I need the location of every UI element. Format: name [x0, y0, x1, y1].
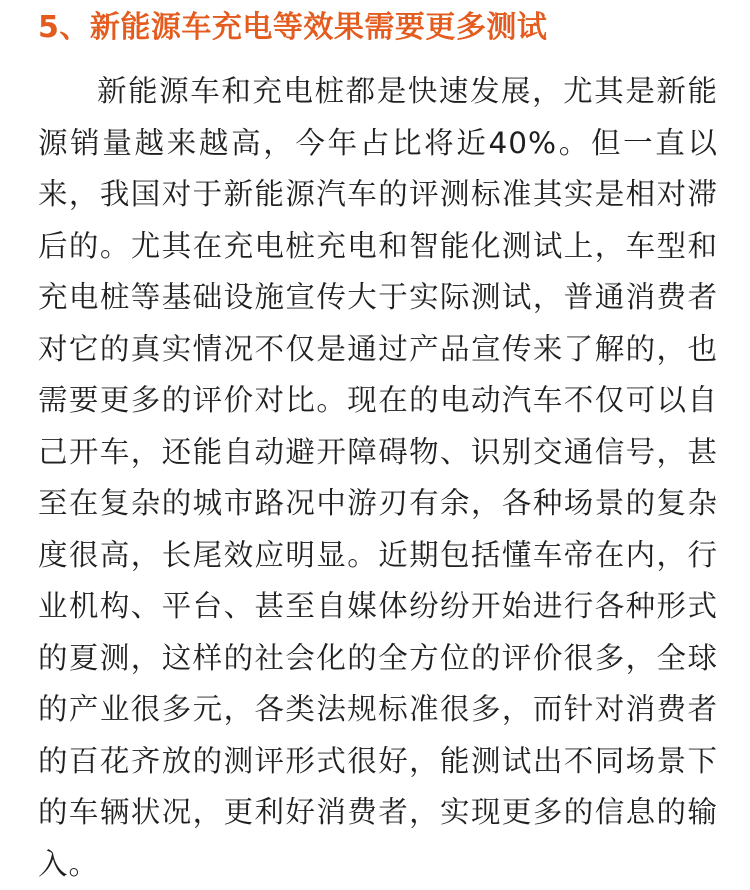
article-paragraph: 新能源车和充电桩都是快速发展，尤其是新能源销量越来越高，今年占比将近40%。但一直以来，我国对于新能源汽车的评测标准其实是相对滞后的。尤其在充电桩充电和智能化测试上，车型和充电桩等基础设施宣传大于实际测试，普通消费者对它的真实情况不仅是通过产品宣传来了解的，也需要更多的评价对比。现在的电动汽车不仅可以自己开车，还能自动避开障碍物、识别交通信号，甚至在复杂的城市路况中游刃有余，各种场景的复杂度很高，长尾效应明显。近期包括懂车帝在内，行业机构、平台、甚至自媒体纷纷开始进行各种形式的夏测，这样的社会化的全方位的评价很多，全球的产业很多元，各类法规标准很多，而针对消费者的百花齐放的测评形式很好，能测试出不同场景下的车辆状况，更利好消费者，实现更多的信息的输入。: [38, 74, 718, 881]
section-heading: 5、新能源车充电等效果需要更多测试: [38, 10, 548, 45]
